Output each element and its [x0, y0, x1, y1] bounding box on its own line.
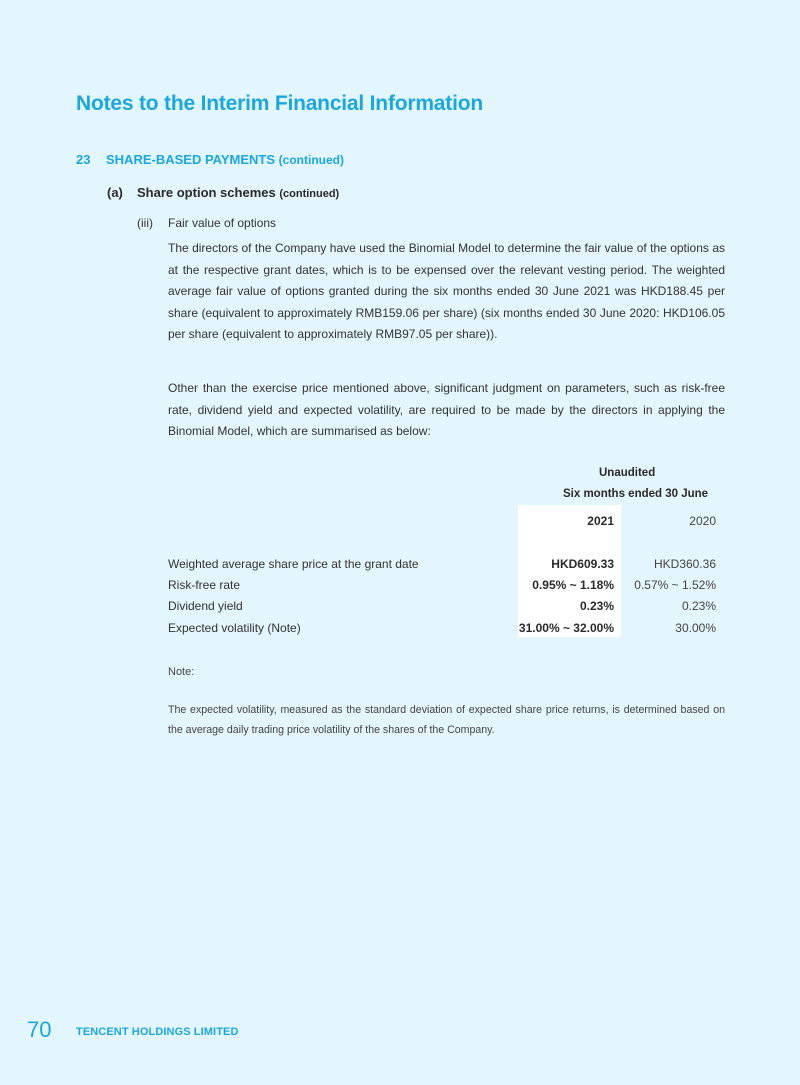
- item-title: Fair value of options: [168, 216, 277, 230]
- column-header-2020: 2020: [689, 514, 716, 528]
- section-title: SHARE-BASED PAYMENTS: [106, 152, 276, 167]
- column-header-2021: 2021: [587, 514, 614, 528]
- item-number: (iii): [137, 216, 153, 230]
- note-text: The expected volatility, measured as the standard deviation of expected share price returns, is determined based on the average daily trading price volatility of the shares of the Company.: [168, 704, 725, 736]
- row-value-expected-volatility-2020: 30.00%: [675, 621, 716, 635]
- subsection-heading: [107, 185, 339, 200]
- table-header-unaudited: Unaudited: [599, 467, 656, 479]
- row-value-share-price-2020: HKD360.36: [653, 557, 716, 571]
- row-value-expected-volatility-2021: 31.00% ~ 32.00%: [518, 621, 614, 635]
- section-number: 23: [76, 152, 91, 167]
- row-value-share-price-2021: HKD609.33: [551, 557, 614, 571]
- page-title: Notes to the Interim Financial Information: [76, 92, 483, 115]
- row-label-dividend-yield: Dividend yield: [168, 599, 243, 613]
- row-label-share-price: Weighted average share price at the grant date: [168, 557, 419, 571]
- subsection-number: (a): [107, 185, 123, 200]
- note-label: Note:: [168, 666, 195, 678]
- subsection-continued: (continued): [279, 188, 340, 200]
- row-value-risk-free-rate-2020: 0.57% ~ 1.52%: [634, 578, 716, 592]
- row-value-dividend-yield-2020: 0.23%: [681, 599, 716, 613]
- subsection-title: Share option schemes: [137, 185, 276, 200]
- row-value-risk-free-rate-2021: 0.95% ~ 1.18%: [532, 578, 614, 592]
- item-heading: [137, 216, 276, 230]
- section-continued: (continued): [278, 153, 344, 167]
- row-label-risk-free-rate: Risk-free rate: [168, 578, 241, 592]
- page-number: 70: [27, 1017, 52, 1042]
- paragraph-fair-value: The directors of the Company have used the Binomial Model to determine the fair value of the options as at the respective grant dates, which is to be expensed over the relevant vesting period. The weighted average fair value of options granted during the six months ended 30 June 2021 was HKD188.45 per share (equivalent to approximately RMB159.06 per share) (six months ended 30 June 2020: HKD106.05 per share (equivalent to approximately RMB97.05 per share)).: [168, 241, 725, 341]
- row-value-dividend-yield-2021: 0.23%: [579, 599, 614, 613]
- section-heading: [76, 152, 344, 167]
- row-label-expected-volatility: Expected volatility (Note): [168, 621, 301, 635]
- paragraph-parameters: Other than the exercise price mentioned above, significant judgment on parameters, such as risk-free rate, dividend yield and expected volatility, are required to be made by the directors in applying the Binomial Model, which are summarised as below:: [168, 381, 725, 438]
- footer-company-name: TENCENT HOLDINGS LIMITED: [76, 1026, 239, 1038]
- table-header-period: Six months ended 30 June: [563, 488, 709, 500]
